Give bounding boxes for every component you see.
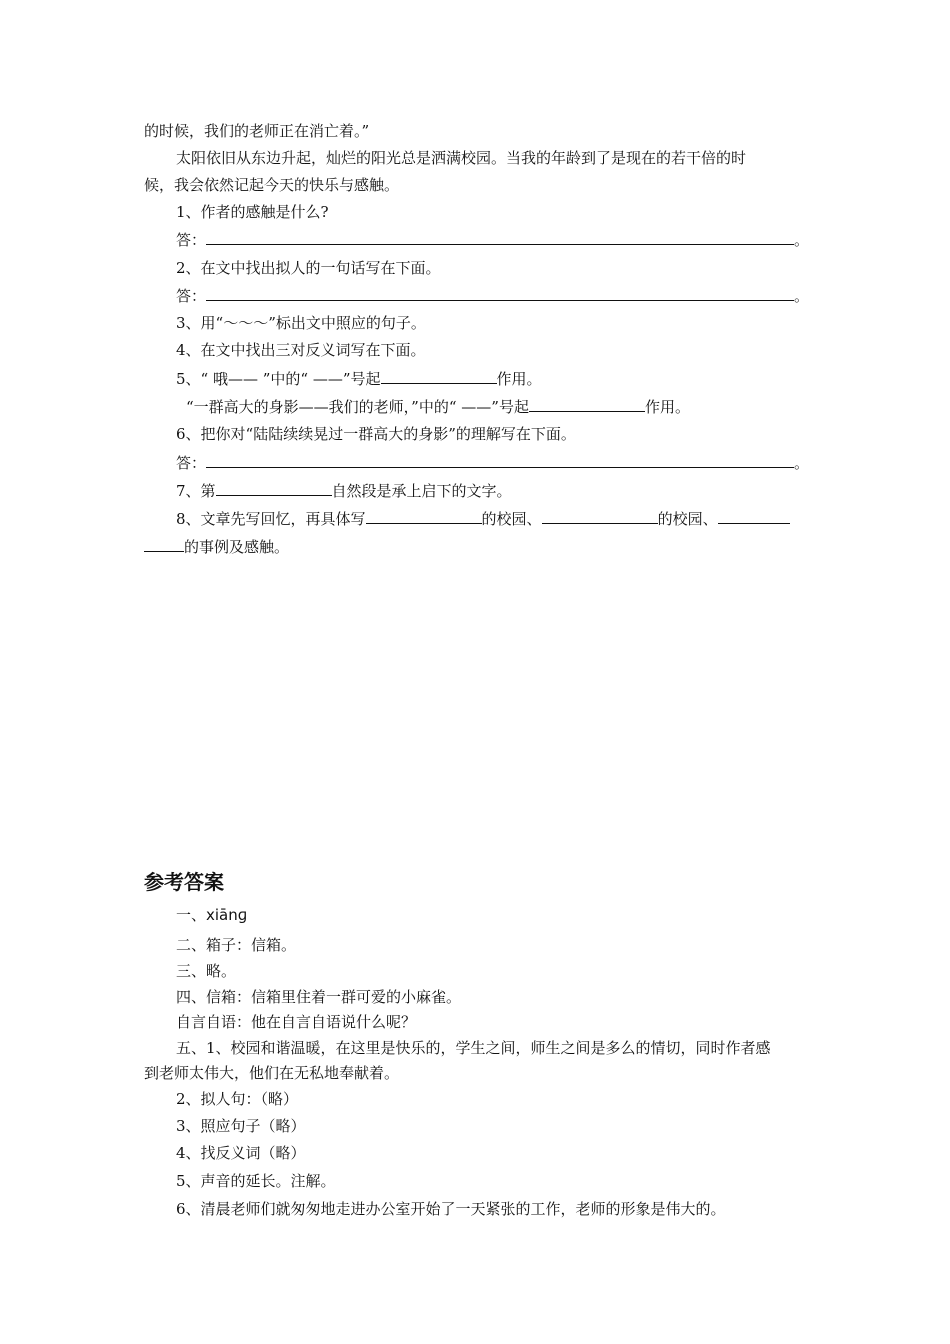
fill-blank[interactable] <box>718 507 790 524</box>
answer-5-line1: 五、1、校园和谐温暖，在这里是快乐的，学生之间，师生之间是多么的情切，同时作者感 <box>176 1039 771 1057</box>
question-8-text: 的校园、 <box>481 510 542 528</box>
answer-line-1 <box>176 228 809 251</box>
answer-3: 三、略。 <box>176 962 237 980</box>
question-4: 4、在文中找出三对反义词写在下面。 <box>176 341 426 359</box>
question-6: 6、把你对“陆陆续续晃过一群高大的身影”的理解写在下面。 <box>176 425 576 443</box>
question-2: 2、在文中找出拟人的一句话写在下面。 <box>176 259 441 277</box>
question-5b-text: 作用。 <box>644 398 690 416</box>
passage-line: 的时候，我们的老师正在消亡着。” <box>144 122 370 140</box>
question-8-text: 的校园、 <box>657 510 718 528</box>
answer-5-3: 3、照应句子（略） <box>176 1117 306 1135</box>
answer-prefix: 答： <box>176 454 207 472</box>
answer-2: 二、箱子：信箱。 <box>176 936 297 954</box>
question-7 <box>176 479 512 502</box>
fill-blank[interactable] <box>542 507 658 524</box>
period: 。 <box>794 231 810 249</box>
fill-blank[interactable] <box>529 395 645 412</box>
question-8-text: 8、文章先写回忆，再具体写 <box>176 510 366 528</box>
question-5b <box>186 395 690 418</box>
answer-line-6 <box>176 451 809 474</box>
answer-prefix: 答： <box>176 231 207 249</box>
passage-line: 候，我会依然记起今天的快乐与感触。 <box>144 176 400 194</box>
question-3: 3、用“～～～”标出文中照应的句子。 <box>176 314 426 332</box>
passage-line: 太阳依旧从东边升起，灿烂的阳光总是洒满校园。当我的年龄到了是现在的若干倍的时 <box>176 149 747 167</box>
question-1: 1、作者的感触是什么? <box>176 203 329 221</box>
answer-5-5: 5、声音的延长。注解。 <box>176 1172 336 1190</box>
question-5-text: 5、“ 哦—— ”中的“ ——”号起 <box>176 370 381 388</box>
question-8-cont <box>144 535 289 558</box>
question-5 <box>176 367 542 390</box>
question-7-text: 7、第 <box>176 482 216 500</box>
period: 。 <box>794 454 810 472</box>
answer-blank[interactable] <box>206 451 794 468</box>
answer-1-prefix: 一、 <box>176 906 207 924</box>
answer-5-2: 2、拟人句：（略） <box>176 1090 299 1108</box>
answer-key-heading: 参考答案 <box>144 870 224 894</box>
answer-4b: 自言自语：他在自言自语说什么呢？ <box>176 1013 417 1031</box>
answer-line-2 <box>176 284 809 307</box>
answer-5-line2: 到老师太伟大，他们在无私地奉献着。 <box>144 1064 400 1082</box>
answer-blank[interactable] <box>206 228 794 245</box>
question-7-text: 自然段是承上启下的文字。 <box>331 482 512 500</box>
answer-blank[interactable] <box>206 284 794 301</box>
fill-blank[interactable] <box>366 507 482 524</box>
question-5b-text: “一群高大的身影——我们的老师，”中的“ ——”号起 <box>186 398 529 416</box>
answer-prefix: 答： <box>176 287 207 305</box>
answer-5-4: 4、找反义词（略） <box>176 1144 306 1162</box>
fill-blank[interactable] <box>144 535 184 552</box>
period: 。 <box>794 287 810 305</box>
fill-blank[interactable] <box>381 367 497 384</box>
fill-blank[interactable] <box>216 479 332 496</box>
question-5-text: 作用。 <box>496 370 542 388</box>
answer-4: 四、信箱：信箱里住着一群可爱的小麻雀。 <box>176 988 462 1006</box>
answer-5-6: 6、清晨老师们就匆匆地走进办公室开始了一天紧张的工作，老师的形象是伟大的。 <box>176 1200 726 1218</box>
answer-1 <box>176 904 247 926</box>
answer-1-pinyin: xiānɡ <box>206 906 248 924</box>
question-8 <box>176 507 790 530</box>
question-8-text: 的事例及感触。 <box>184 538 290 556</box>
